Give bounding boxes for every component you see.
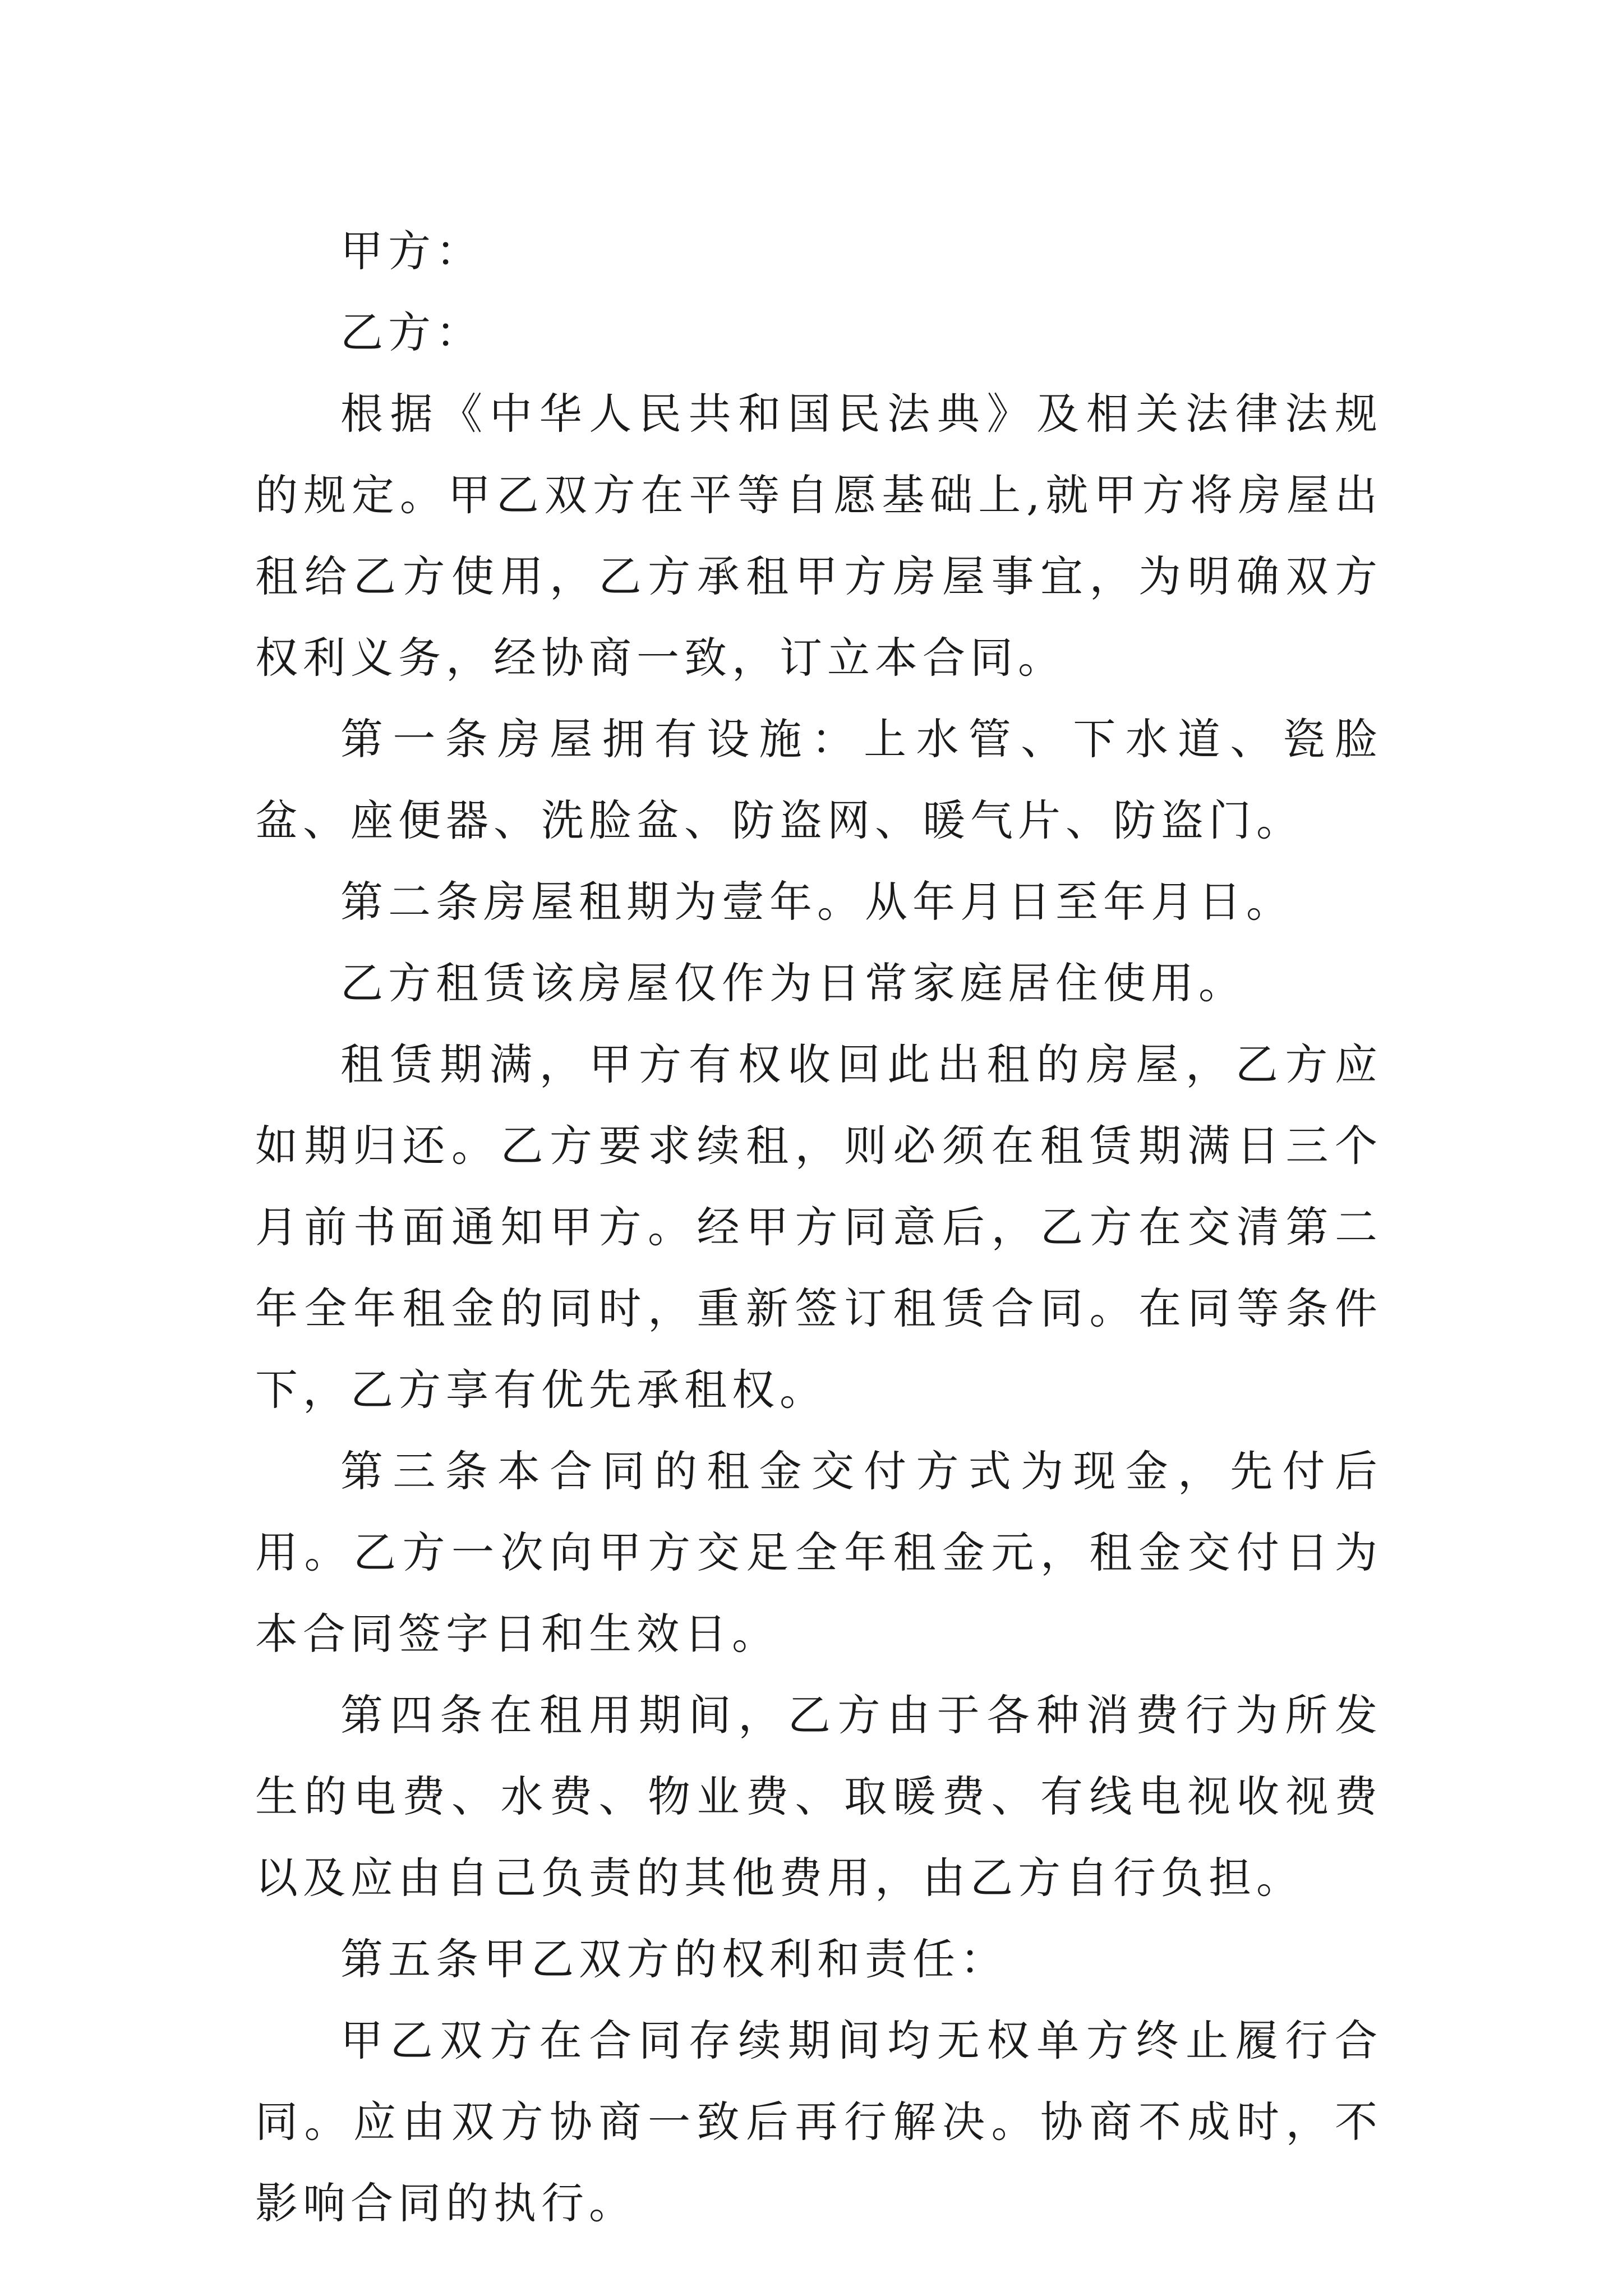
party-a-line: 甲方： bbox=[340, 226, 483, 276]
article-1-facilities: 第一条房屋拥有设施：上水管、下水道、瓷脸盆、座便器、洗脸盆、防盗网、暖气片、防盗门。 bbox=[255, 714, 1382, 845]
party-b-line: 乙方： bbox=[340, 307, 483, 357]
termination-clause: 甲乙双方在合同存续期间均无权单方终止履行合同。应由双方协商一致后再行解决。协商不成时，不影响合同的执行。 bbox=[255, 2016, 1382, 2228]
preamble-paragraph: 根据《中华人民共和国民法典》及相关法律法规的规定。甲乙双方在平等自愿基础上,就甲方将房屋出租给乙方使用，乙方承租甲方房屋事宜，为明确双方权利义务，经协商一致，订立本合同。 bbox=[255, 389, 1382, 683]
article-2-term: 第二条房屋租期为壹年。从年月日至年月日。 bbox=[340, 877, 1294, 927]
usage-clause: 乙方租赁该房屋仅作为日常家庭居住使用。 bbox=[340, 958, 1246, 1008]
renewal-clause: 租赁期满，甲方有权收回此出租的房屋，乙方应如期归还。乙方要求续租，则必须在租赁期满日三个月前书面通知甲方。经甲方同意后，乙方在交清第二年全年租金的同时，重新签订租赁合同。在同等条件下，乙方享有优先承租权。 bbox=[255, 1039, 1382, 1415]
article-5-heading: 第五条甲乙双方的权利和责任： bbox=[340, 1934, 1008, 1984]
article-4-fees: 第四条在租用期间，乙方由于各种消费行为所发生的电费、水费、物业费、取暖费、有线电视收视费以及应由自己负责的其他费用，由乙方自行负担。 bbox=[255, 1690, 1382, 1903]
article-3-payment: 第三条本合同的租金交付方式为现金，先付后用。乙方一次向甲方交足全年租金元，租金交付日为本合同签字日和生效日。 bbox=[255, 1446, 1382, 1659]
document-body bbox=[255, 210, 1382, 2244]
